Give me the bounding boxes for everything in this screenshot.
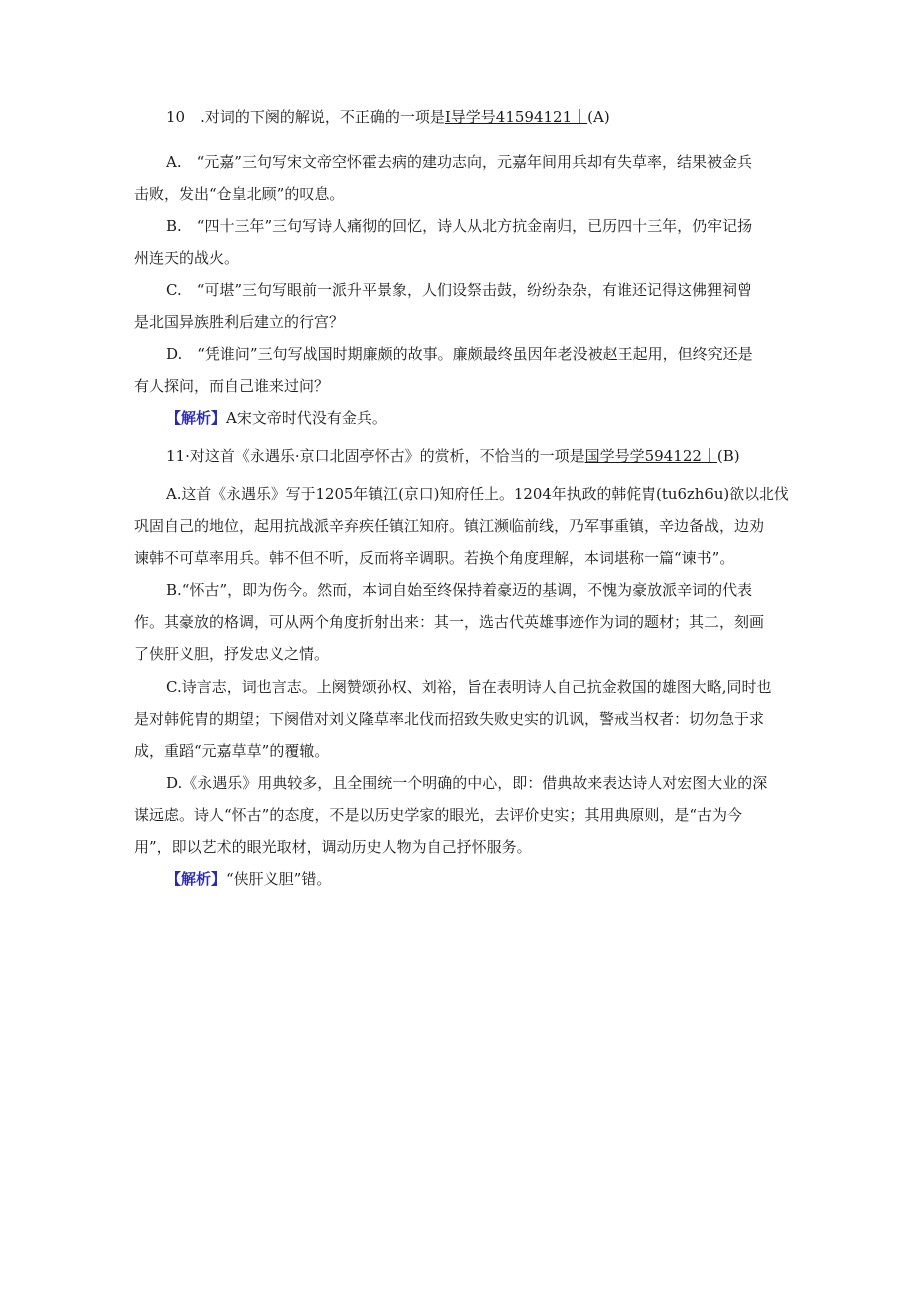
q11-option-d-line1: D.《永遇乐》用典较多，且全围统一个明确的中心，即：借典故来表达诗人对宏图大业的深 xyxy=(166,774,768,792)
analysis-tag: 【解析】 xyxy=(166,870,227,888)
q11-option-b-line1: B.“怀古”，即为伤今。然而，本词自始至终保持着豪迈的基调，不愧为豪放派辛词的代表 xyxy=(166,581,753,599)
q10-option-a-line1: A. “元嘉”三句写宋文帝空怀霍去病的建功志向，元嘉年间用兵却有失草率，结果被金兵 xyxy=(166,153,752,171)
question-11-answer: (B) xyxy=(716,447,740,465)
q11-option-c-line1: C.诗言志，词也言志。上阕赞颂孙权、刘裕，旨在表明诗人自己抗金救国的雄图大略,同时也 xyxy=(166,678,772,696)
q11-option-d-line2: 谋远虑。诗人“怀古”的态度，不是以历史学家的眼光，去评价史实；其用典原则，是“古为今 xyxy=(134,806,743,824)
question-11-text: 11·对这首《永遇乐·京口北固亭怀古》的赏析，不恰当的一项是 xyxy=(166,447,585,465)
analysis-text: “侠肝义胆”错。 xyxy=(226,870,332,888)
q11-option-a-line1: A.这首《永遇乐》写于1205年镇江(京口)知府任上。1204年执政的韩侂胄(tu6zh6u)欲以北伐 xyxy=(166,485,789,503)
q10-option-a-line2: 击败，发出“仓皇北顾”的叹息。 xyxy=(134,185,345,203)
question-11-ref: 国学号学594122｜ xyxy=(584,447,717,465)
q11-option-b-line2: 作。其豪放的格调，可从两个角度折射出来：其一，选古代英雄事迹作为词的题材；其二，刻画 xyxy=(134,613,765,631)
analysis-text: A宋文帝时代没有金兵。 xyxy=(226,409,387,427)
q11-option-c-line3: 成，重蹈“元嘉草草”的覆辙。 xyxy=(134,742,330,760)
analysis-tag: 【解析】 xyxy=(166,409,227,427)
question-10-ref: I导学号41594121｜ xyxy=(444,108,588,126)
q10-option-d-line2: 有人探问，而自己谁来过问？ xyxy=(134,377,330,395)
q11-option-b-line3: 了侠肝义胆，抒发忠义之情。 xyxy=(134,645,330,663)
q11-analysis xyxy=(166,869,331,889)
question-10-text: 10 .对词的下阕的解说，不正确的一项是 xyxy=(166,108,445,126)
q10-analysis xyxy=(166,408,387,428)
q10-option-b-line2: 州连天的战火。 xyxy=(134,249,240,267)
q10-option-c-line1: C. “可堪”三句写眼前一派升平景象，人们设祭击鼓，纷纷杂杂，有谁还记得这佛狸祠曾 xyxy=(166,281,753,299)
q11-option-a-line3: 谏韩不可草率用兵。韩不但不听，反而将辛调职。若换个角度理解，本词堪称一篇“谏书”。 xyxy=(134,549,735,567)
question-10-answer: (A) xyxy=(587,108,610,126)
q10-option-b-line1: B. “四十三年”三句写诗人痛彻的回忆，诗人从北方抗金南归，已历四十三年，仍牢记扬 xyxy=(166,217,753,235)
q10-option-d-line1: D. “凭谁问”三句写战国时期廉颇的故事。廉颇最终虽因年老没被赵王起用，但终究还是 xyxy=(166,345,753,363)
question-10-stem xyxy=(166,107,610,127)
q11-option-d-line3: 用”，即以艺术的眼光取材，调动历史人物为自己抒怀服务。 xyxy=(134,838,532,856)
q10-option-c-line2: 是北国异族胜利后建立的行宫？ xyxy=(134,313,345,331)
q11-option-a-line2: 巩固自己的地位，起用抗战派辛弃疾任镇江知府。镇江濒临前线，乃军事重镇，辛边备战，边劝 xyxy=(134,517,765,535)
question-11-stem xyxy=(166,446,740,466)
q11-option-c-line2: 是对韩侂胄的期望；下阕借对刘义隆草率北伐而招致失败史实的讥讽，警戒当权者：切勿急于求 xyxy=(134,710,765,728)
